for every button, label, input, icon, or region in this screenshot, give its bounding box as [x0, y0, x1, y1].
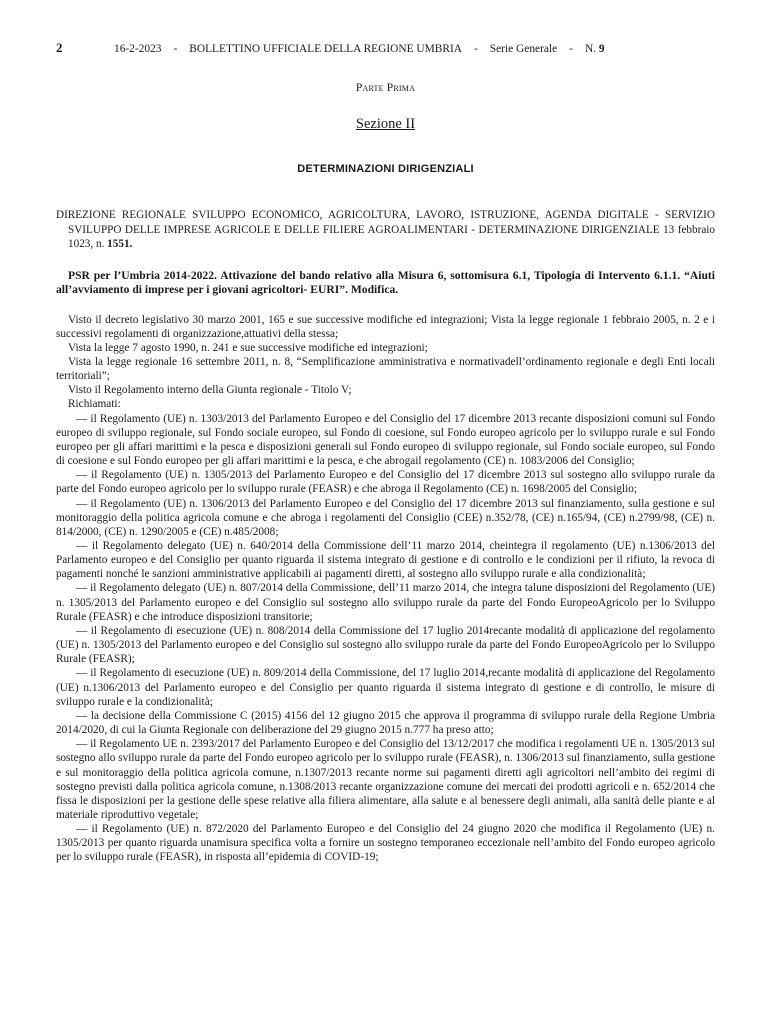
determination-number: 1551.	[107, 238, 133, 250]
regulation-item: — il Regolamento (UE) n. 1306/2013 del Parlamento Europeo e del Consiglio del 17 dicembre 2013 sul finanziamento, sulla gestione e sul monitoraggio della politica agricola comune e che abroga i regolamenti del Consiglio (CEE) n.352/78, (CE) n.165/94, (CE) n.2799/98, (CE) n. 814/2000, (CE) n. 1290/2005 e (CE) n.485/2008;	[56, 497, 715, 538]
regulation-item: — il Regolamento (UE) n. 872/2020 del Parlamento Europeo e del Consiglio del 24 giugno 2020 che modifica il Regolamento (UE) n. 1305/2013 per quanto riguarda unamisura specifica volta a fornire un sostegno temporaneo eccezionale nell’ambito del Fondo europeo agricolo per lo sviluppo rurale (FEASR), in risposta all’epidemia di COVID-19;	[56, 823, 715, 864]
regulation-item: — il Regolamento delegato (UE) n. 807/2014 della Commissione, dell’11 marzo 2014, che integra talune disposizioni del Regolamento (UE) n. 1305/2013 del Parlamento europeo e del Consiglio sul sostegno allo sviluppo rurale da parte del Fondo EuropeoAgricolo per lo Sviluppo Rurale (FEASR) e che introduce disposizioni transitorie;	[56, 582, 715, 623]
issuing-authority	[56, 208, 715, 252]
series-name: Serie Generale	[489, 43, 558, 55]
part-heading: Parte Prima	[355, 82, 416, 94]
publication-title: BOLLETTINO UFFICIALE DELLA REGIONE UMBRIA	[189, 43, 462, 55]
body-paragraph: Vista la legge 7 agosto 1990, n. 241 e sue successive modifiche ed integrazioni;	[68, 341, 428, 354]
regulation-item: — la decisione della Commissione C (2015) 4156 del 12 giugno 2015 che approva il programma di sviluppo rurale della Regione Umbria 2014/2020, di cui la Giunta Regionale con deliberazione del 29 giugno 2015 n.777 ha preso atto;	[56, 709, 715, 737]
issue-prefix: N.	[584, 43, 597, 55]
regulation-item: — il Regolamento di esecuzione (UE) n. 809/2014 della Commissione, del 17 luglio 2014,recante modalità di applicazione del Regolamento (UE) n.1306/2013 del Parlamento europeo e del Consiglio per quanto riguarda il sistema integrato di gestione e di controllo, le misure di sviluppo rurale e la condizionalità;	[56, 667, 715, 708]
body-paragraph: Visto il decreto legislativo 30 marzo 2001, 165 e sue successive modifiche ed integrazioni; Vista la legge regionale 1 febbraio 2005, n. 2 e i successivi regolamenti di organizzazione,attuativi della stessa;	[56, 313, 715, 340]
body-paragraph: Visto il Regolamento interno della Giunta regionale - Titolo V;	[68, 384, 352, 397]
authority-text: DIREZIONE REGIONALE SVILUPPO ECONOMICO, AGRICOLTURA, LAVORO, ISTRUZIONE, AGENDA DIGITALE - SERVIZIO SVILUPPO DELLE IMPRESE AGRICOLE E DELLE FILIERE AGROALIMENTARI - DETERMINAZIONE DIRIGENZIALE 13 febbraio 1023, n.	[56, 209, 715, 250]
category-heading: DETERMINAZIONI DIRIGENZIALI	[297, 163, 474, 175]
header-separator: -	[569, 43, 573, 55]
section-heading: Sezione II	[355, 116, 416, 132]
body-paragraph: Richiamati:	[68, 398, 121, 411]
body-paragraph: Vista la legge regionale 16 settembre 2011, n. 8, “Semplificazione amministrativa e normativadell’ordinamento regionale e degli Enti locali territoriali”;	[56, 355, 715, 383]
document-page	[56, 40, 715, 865]
issue-number: 9	[598, 43, 605, 55]
regulation-item: — il Regolamento di esecuzione (UE) n. 808/2014 della Commissione del 17 luglio 2014recante modalità di applicazione del regolamento (UE) n. 1305/2013 del Parlamento europeo e del Consiglio sul sostegno allo sviluppo rurale da parte del Fondo EuropeoAgricolo per lo Sviluppo Rurale (FEASR);	[56, 624, 715, 666]
act-subject: PSR per l’Umbria 2014-2022. Attivazione del bando relativo alla Misura 6, sottomisura 6.1, Tipologia di Intervento 6.1.1. “Aiuti all’avviamento di imprese per i giovani agricoltori- EURI”. Modifica.	[56, 268, 715, 296]
page-number: 2	[56, 40, 63, 55]
act-body	[56, 313, 715, 865]
regulation-item: — il Regolamento (UE) n. 1305/2013 del Parlamento Europeo e del Consiglio del 17 dicembre 2013 sul sostegno allo sviluppo rurale da parte del Fondo europeo agricolo per lo sviluppo rurale (FEASR) e che abroga il Regolamento (CE) n. 1698/2005 del Consiglio;	[56, 469, 715, 496]
header-separator: -	[473, 43, 478, 55]
issue-date: 16-2-2023	[114, 43, 162, 55]
regulation-item: — il Regolamento UE n. 2393/2017 del Parlamento Europeo e del Consiglio del 13/12/2017 che modifica i regolamenti UE n. 1305/2013 sul sostegno allo sviluppo rurale da parte del Fondo europeo agricolo per lo sviluppo rurale (FEASR), n. 1306/2013 sul finanziamento, sulla gestione e sul monitoraggio della politica agricola comune, n.1307/2013 recante norme sui pagamenti diretti agli agricoltori nell’ambito dei regimi di sostegno previsti dalla politica agricola comune, n.1308/2013 recante organizzazione comune dei mercati dei prodotti agricoli e n. 652/2014 che fissa le disposizioni per la gestione delle spese relative alla filiera alimentare, alla salute e al benessere degli animali, alla sanità delle piante e al materiale riproduttivo vegetale;	[56, 738, 715, 821]
page-header	[56, 40, 715, 56]
regulation-item: — il Regolamento delegato (UE) n. 640/2014 della Commissione dell’11 marzo 2014, cheintegra il regolamento (UE) n.1306/2013 del Parlamento europeo e del Consiglio per quanto riguarda il sistema integrato di gestione e di controllo e le condizioni per il rifiuto, la revoca di pagamenti nonché le sanzioni amministrative applicabili ai pagamenti diretti, al sostegno allo sviluppo rurale e alla condizionalità;	[56, 540, 715, 581]
header-separator: -	[173, 43, 178, 55]
regulation-item: — il Regolamento (UE) n. 1303/2013 del Parlamento Europeo e del Consiglio del 17 dicembre 2013 recante disposizioni comuni sul Fondo europeo di sviluppo regionale, sul Fondo sociale europeo, sul Fondo di coesione, sul Fondo europeo agricolo per lo sviluppo rurale e sul Fondo europeo per gli affari marittimi e la pesca e disposizioni generali sul Fondo europeo di sviluppo regionale, sul Fondo sociale europeo, sul Fondo di coesione e sul Fondo europeo per gli affari marittimi e la pesca, e che abrogail regolamento (CE) n. 1083/2006 del Consiglio;	[56, 412, 715, 468]
